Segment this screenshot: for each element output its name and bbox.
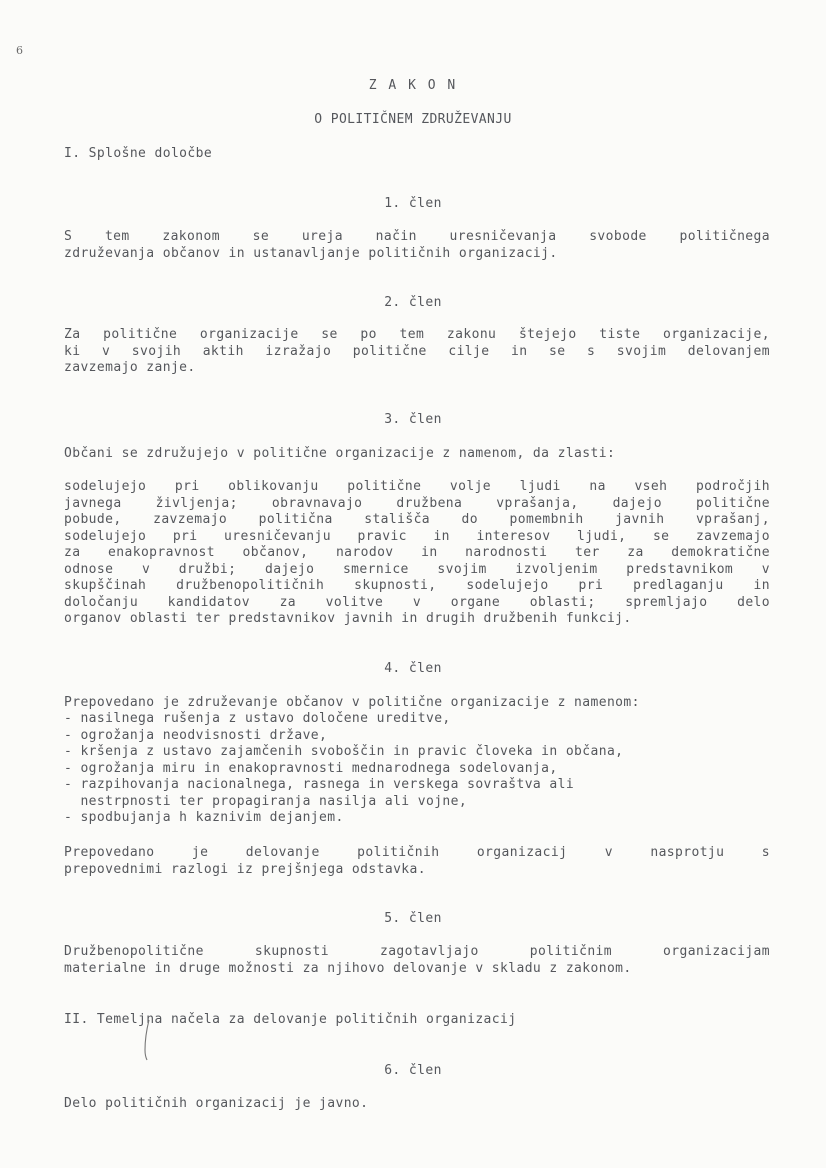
article-3-intro: Občani se združujejo v politične organizacije z namenom, da zlasti: bbox=[64, 446, 616, 461]
article-2-heading: 2. člen bbox=[384, 295, 442, 310]
article-4-intro: Prepovedano je združevanje občanov v politične organizacije z namenom: bbox=[64, 695, 640, 710]
text-line: Prepovedano je delovanje političnih organizacij v nasprotju s bbox=[64, 845, 770, 860]
text-line: S tem zakonom se ureja način uresničevanja svobode političnega bbox=[64, 229, 770, 244]
text-line: za enakopravnost občanov, narodov in narodnosti ter za demokratične bbox=[64, 545, 770, 560]
article-1-text bbox=[64, 229, 770, 262]
pen-stroke-mark bbox=[140, 1018, 154, 1062]
text-line: ki v svojih aktih izražajo politične cilje in se s svojim delovanjem bbox=[64, 343, 770, 359]
article-6-heading: 6. člen bbox=[384, 1063, 442, 1078]
list-item: - kršenja z ustavo zajamčenih svoboščin in pravic človeka in občana, bbox=[64, 744, 624, 759]
text-line: skupščinah družbenopolitičnih skupnosti, sodelujejo pri predlaganju in bbox=[64, 578, 770, 593]
text-line: prepovednimi razlogi iz prejšnjega odstavka. bbox=[64, 861, 426, 877]
text-line: javnega življenja; obravnavajo družbena vprašanja, dajejo politične bbox=[64, 495, 770, 511]
article-3-text bbox=[64, 479, 770, 628]
article-4-text-2 bbox=[64, 845, 770, 878]
section-heading-1: I. Splošne določbe bbox=[64, 146, 213, 161]
article-5-heading: 5. člen bbox=[384, 911, 442, 926]
list-item: nestrpnosti ter propagiranja nasilja ali vojne, bbox=[64, 793, 468, 809]
law-subtitle: O POLITIČNEM ZDRUŽEVANJU bbox=[314, 112, 512, 127]
text-line: odnose v družbi; dajejo smernice svojim izvoljenim predstavnikom v bbox=[64, 561, 770, 577]
text-line: določanju kandidatov za volitve v organe oblasti; spremljajo delo bbox=[64, 594, 770, 610]
list-item: - razpihovanja nacionalnega, rasnega in verskega sovraštva ali bbox=[64, 777, 575, 792]
list-item: - spodbujanja h kaznivim dejanjem. bbox=[64, 810, 344, 825]
list-item: - ogrožanja neodvisnosti države, bbox=[64, 727, 328, 743]
text-line: organov oblasti ter predstavnikov javnih in drugih družbenih funkcij. bbox=[64, 611, 632, 626]
article-2-text bbox=[64, 327, 770, 377]
section-heading-2: II. Temeljna načela za delovanje političnih organizacij bbox=[64, 1012, 517, 1027]
list-item: - ogrožanja miru in enakopravnosti mednarodnega sodelovanja, bbox=[64, 760, 558, 776]
article-3-heading: 3. člen bbox=[384, 412, 442, 427]
text-line: pobude, zavzemajo politična stališča do pomembnih javnih vprašanj, bbox=[64, 512, 770, 527]
text-line: Družbenopolitične skupnosti zagotavljajo političnim organizacijam bbox=[64, 944, 770, 959]
text-line: materialne in druge možnosti za njihovo delovanje v skladu z zakonom. bbox=[64, 960, 632, 976]
text-line: združevanja občanov in ustanavljanje političnih organizacij. bbox=[64, 245, 558, 261]
article-4-list bbox=[64, 711, 784, 827]
article-5-text bbox=[64, 944, 770, 977]
text-line: Za politične organizacije se po tem zakonu štejejo tiste organizacije, bbox=[64, 327, 770, 342]
law-title: Z A K O N bbox=[368, 78, 458, 93]
text-line: sodelujejo pri oblikovanju politične volje ljudi na vseh področjih bbox=[64, 479, 770, 494]
list-item: - nasilnega rušenja z ustavo določene ureditve, bbox=[64, 711, 451, 726]
article-4-heading: 4. člen bbox=[384, 661, 442, 676]
article-1-heading: 1. člen bbox=[384, 196, 442, 211]
text-line: sodelujejo pri uresničevanju pravic in interesov ljudi, se zavzemajo bbox=[64, 528, 770, 544]
page-mark: 6 bbox=[16, 44, 24, 57]
text-line: zavzemajo zanje. bbox=[64, 360, 196, 375]
article-6-text: Delo političnih organizacij je javno. bbox=[64, 1096, 369, 1111]
